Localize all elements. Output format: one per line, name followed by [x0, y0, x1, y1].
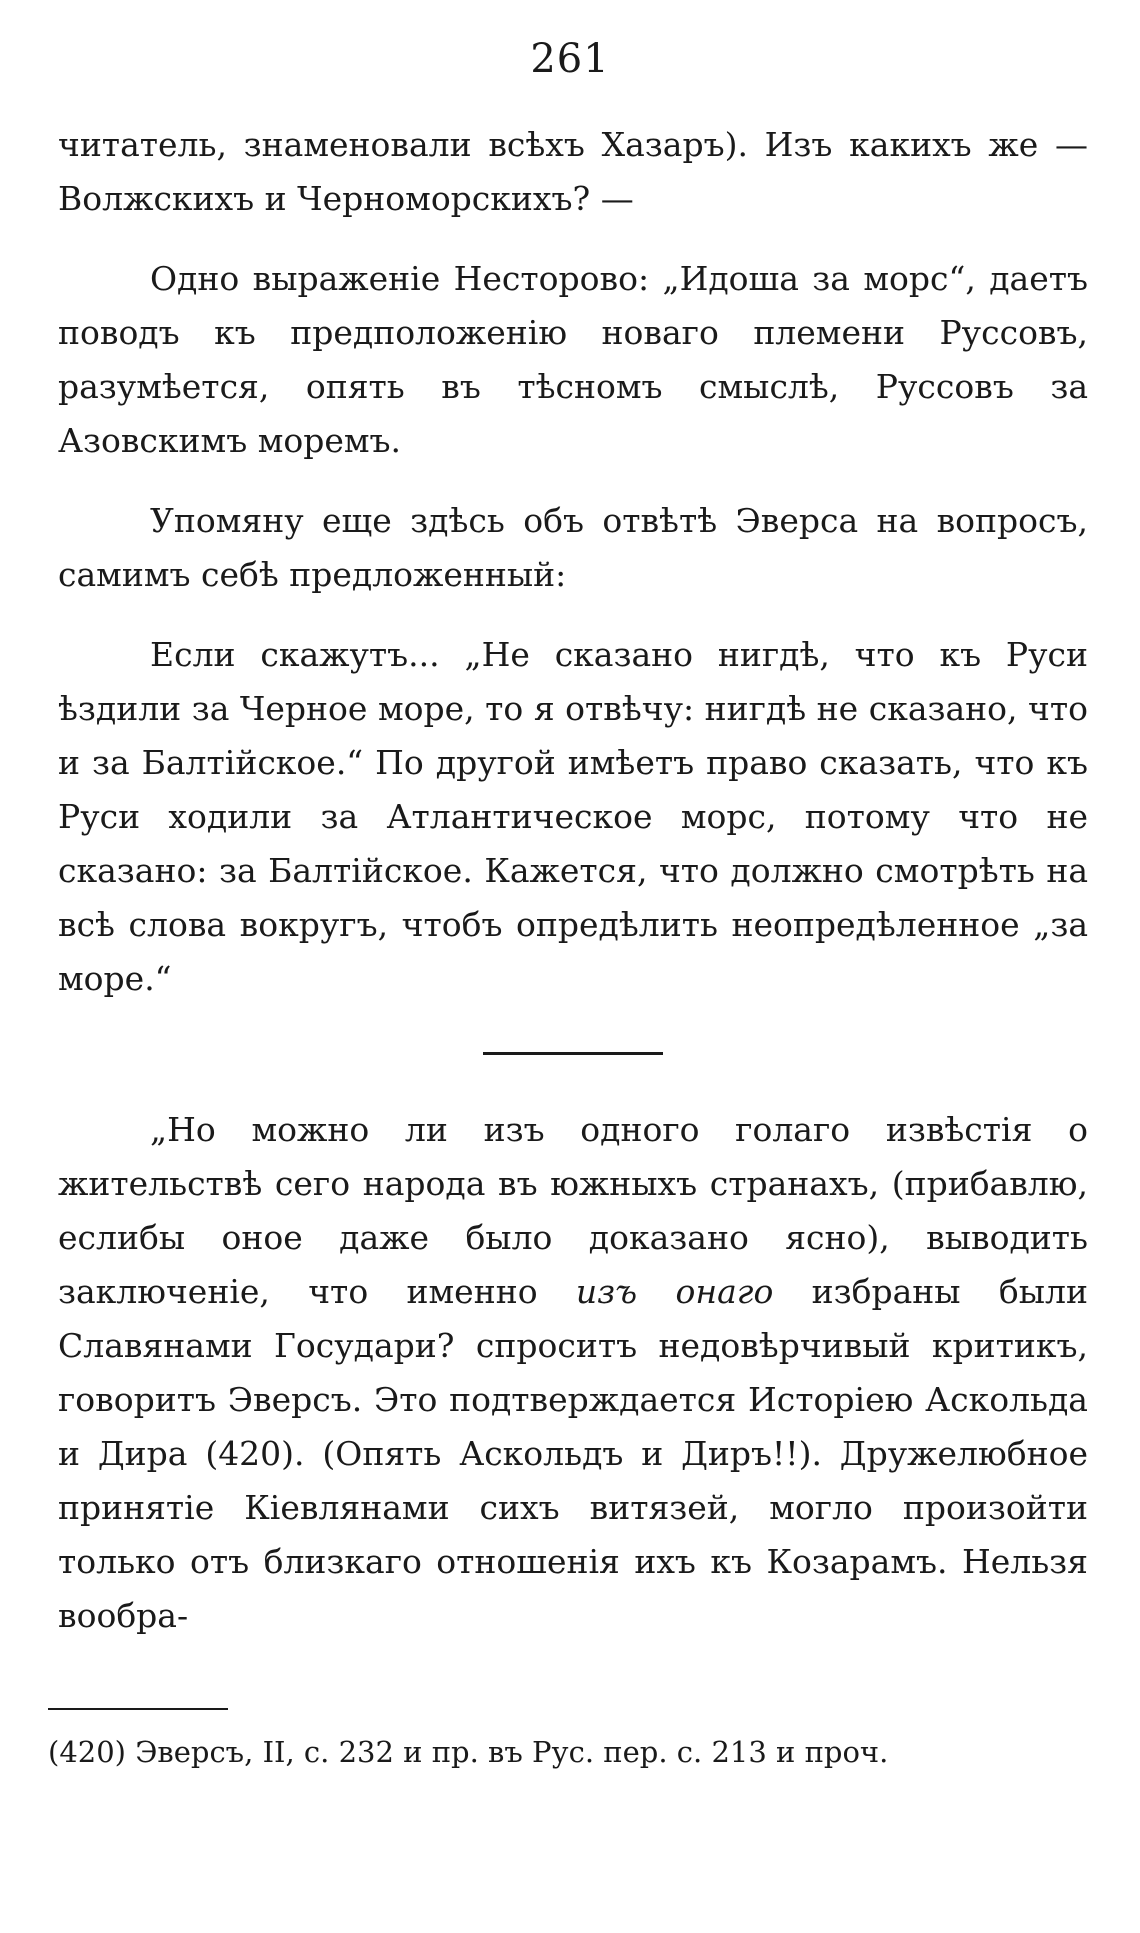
paragraph-critic-quote	[58, 1103, 1088, 1643]
paragraph-continuation: читатель, знаменовали всѣхъ Хазаръ). Изъ какихъ же — Волжскихъ и Черноморскихъ? —	[58, 125, 1088, 218]
footnote-rule	[48, 1708, 228, 1710]
paragraph-nestor-expression: Одно выраженіе Несторово: „Идоша за морс“, даетъ поводъ къ предположенію новаго племени Руссовъ, разумѣется, опять въ тѣсномъ смыслѣ, Руссовъ за Азовскимъ моремъ.	[58, 259, 1088, 460]
quote-text-after: избраны были Славянами Государи? спроситъ недовѣрчивый критикъ, говоритъ Эверсъ. Это подтверждается Исторіею Аскольда и Дира (420). (Опять Аскольдъ и Диръ!!). Дружелюбное принятіе Кіевлянами сихъ витязей, могло произойти только отъ близкаго отношенія ихъ къ Козарамъ. Нельзя вообра-	[58, 1272, 1088, 1635]
footnote: (420) Эверсъ, II, с. 232 и пр. въ Рус. пер. с. 213 и проч.	[48, 1735, 889, 1769]
section-divider	[483, 1052, 663, 1055]
paragraph-evers-answer: Упомяну еще здѣсь объ отвѣтѣ Эверса на вопросъ, самимъ себѣ предложенный:	[58, 501, 1088, 594]
page-number: 261	[530, 36, 610, 82]
quote-italic-phrase: изъ онаго	[575, 1272, 774, 1311]
paragraph-evers-quote: Если скажутъ... „Не сказано нигдѣ, что къ Руси ѣздили за Черное море, то я отвѣчу: нигдѣ не сказано, что и за Балтійское.“ По другой имѣетъ право сказать, что къ Руси ходили за Атлантическое морс, потому что не сказано: за Балтійское. Кажется, что должно смотрѣть на всѣ слова вокругъ, чтобъ опредѣлить неопредѣленное „за море.“	[58, 635, 1088, 998]
quote-text-before: „Но можно ли изъ одного голаго извѣстія о жительствѣ сего народа въ южныхъ странахъ, (прибавлю, еслибы оное даже было доказано ясно), выводить заключеніе, что именно	[58, 1110, 1088, 1311]
page-body	[58, 118, 1088, 1643]
